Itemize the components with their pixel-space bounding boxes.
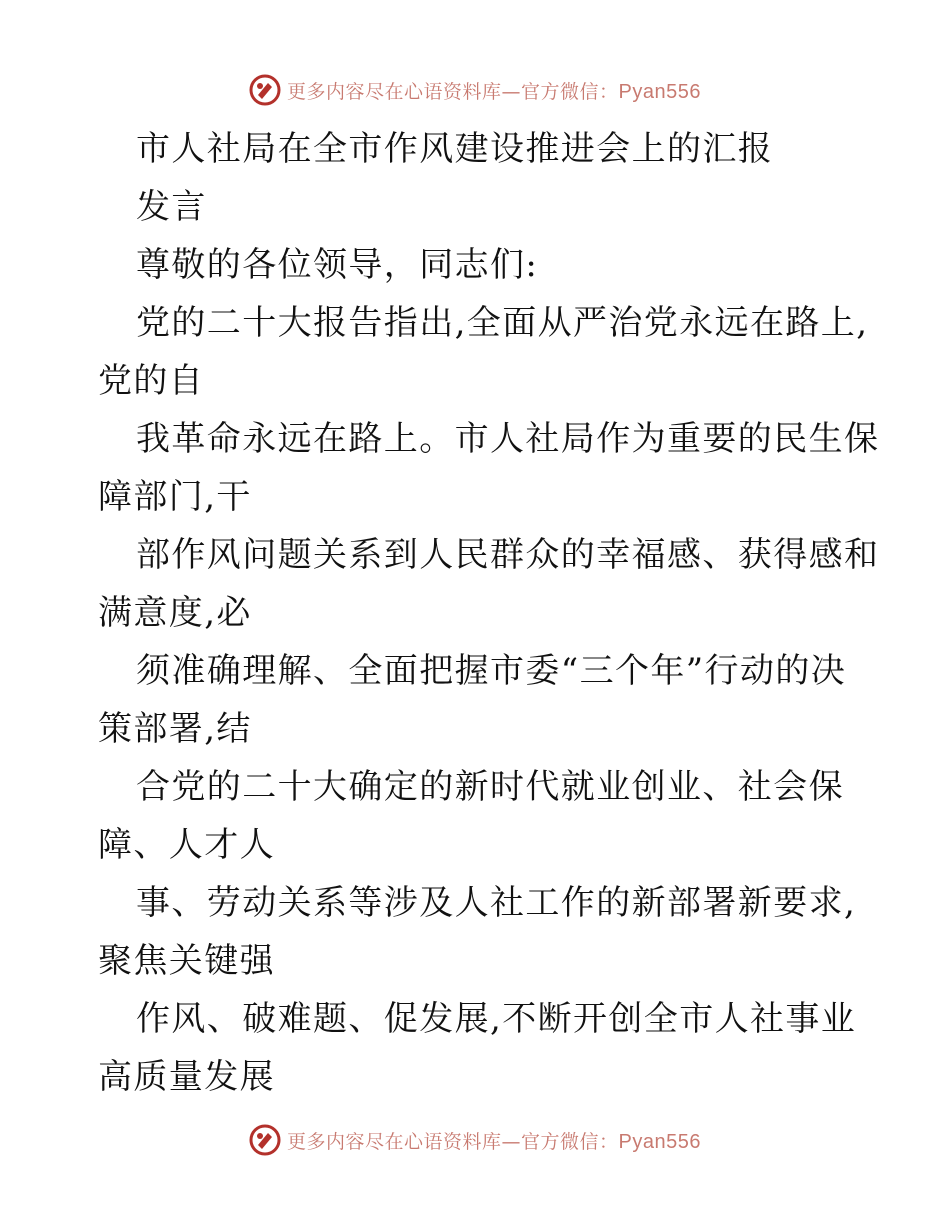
text-line: 发言 — [136, 187, 207, 227]
text-line: 尊敬的各位领导，同志们: — [136, 245, 539, 285]
watermark-logo-icon — [249, 74, 281, 106]
text-line: 我革命永远在路上。市人社局作为重要的民生保 — [136, 419, 880, 459]
watermark-text: 更多内容尽在心语资料库—官方微信：Pyan556 — [287, 80, 701, 103]
text-line: 党的二十大报告指出,全面从严治党永远在路上, — [136, 303, 869, 343]
text-line: 策部署,结 — [98, 709, 252, 749]
document-body — [98, 120, 880, 1106]
text-line: 部作风问题关系到人民群众的幸福感、获得感和 — [136, 535, 880, 575]
text-line: 满意度,必 — [98, 593, 252, 633]
text-line: 障部门,干 — [98, 477, 252, 517]
text-line: 须准确理解、全面把握市委“三个年”行动的决 — [136, 651, 847, 691]
text-line: 合党的二十大确定的新时代就业创业、社会保 — [136, 767, 844, 807]
header-watermark — [0, 70, 950, 110]
text-line: 事、劳动关系等涉及人社工作的新部署新要求, — [136, 883, 857, 923]
text-line: 党的自 — [98, 361, 205, 401]
footer-watermark — [0, 1120, 950, 1160]
text-line: 市人社局在全市作风建设推进会上的汇报 — [136, 129, 774, 169]
watermark-text: 更多内容尽在心语资料库—官方微信：Pyan556 — [287, 1130, 701, 1153]
text-line: 高质量发展 — [98, 1057, 275, 1097]
text-line: 作风、破难题、促发展,不断开创全市人社事业 — [136, 999, 857, 1039]
watermark-logo-icon — [249, 1124, 281, 1156]
text-line: 聚焦关键强 — [98, 941, 275, 981]
text-line: 障、人才人 — [98, 825, 275, 865]
